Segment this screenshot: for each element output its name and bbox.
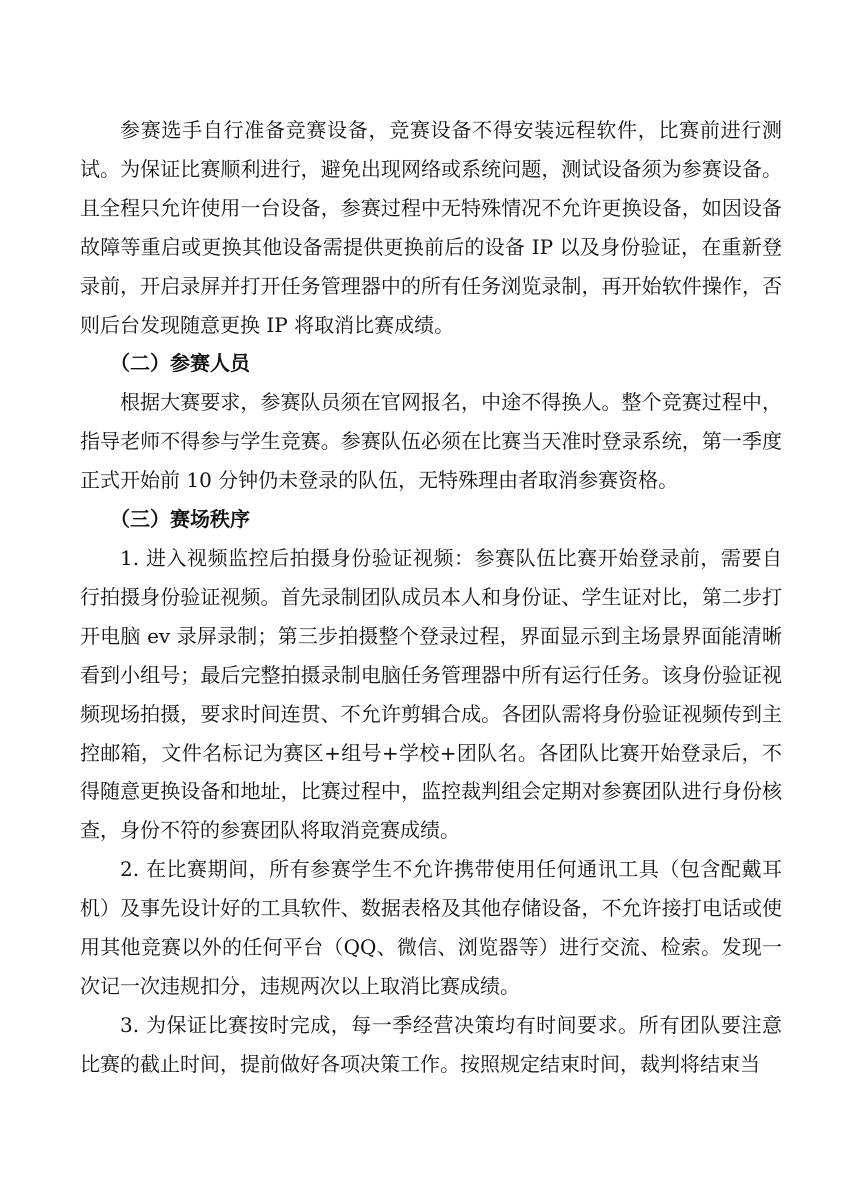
section-heading-participants: （二）参赛人员 [110,351,250,376]
document-page [80,111,782,1084]
paragraph-equipment: 参赛选手自行准备竞赛设备，竞赛设备不得安装远程软件，比赛前进行测试。为保证比赛顺利进行，避免出现网络或系统问题，测试设备须为参赛设备。且全程只允许使用一台设备，参赛过程中无特殊情况不允许更换设备，如因设备故障等重启或更换其他设备需提供更换前后的设备 IP 以及身份验证，在重新登录前，开启录屏并打开任务管理器中的所有任务浏览录制，再开始软件操作，否则后台发现随意更换 IP 将取消比赛成绩。 [80,118,782,337]
paragraph-rule-1: 1. 进入视频监控后拍摄身份验证视频：参赛队伍比赛开始登录前，需要自行拍摄身份验证视频。首先录制团队成员本人和身份证、学生证对比，第二步打开电脑 ev 录屏录制；第三步拍摄整个登录过程，界面显示到主场景界面能清晰看到小组号；最后完整拍摄录制电脑任务管理器中所有运行任务。该身份验证视频现场拍摄，要求时间连贯、不允许剪辑合成。各团队需将身份验证视频传到主控邮箱，文件名标记为赛区+组号+学校+团队名。各团队比赛开始登录后，不得随意更换设备和地址，比赛过程中，监控裁判组会定期对参赛团队进行身份核查，身份不符的参赛团队将取消竞赛成绩。 [80,545,782,843]
paragraph-rule-3: 3. 为保证比赛按时完成，每一季经营决策均有时间要求。所有团队要注意比赛的截止时间，提前做好各项决策工作。按照规定结束时间，裁判将结束当 [80,1012,782,1076]
paragraph-participants: 根据大赛要求，参赛队员须在官网报名，中途不得换人。整个竞赛过程中，指导老师不得参与学生竞赛。参赛队伍必须在比赛当天准时登录系统，第一季度正式开始前 10 分钟仍未登录的队伍，无特殊理由者取消参赛资格。 [80,390,782,493]
section-heading-order: （三）赛场秩序 [110,507,250,532]
paragraph-rule-2: 2. 在比赛期间，所有参赛学生不允许携带使用任何通讯工具（包含配戴耳机）及事先设计好的工具软件、数据表格及其他存储设备，不允许接打电话或使用其他竞赛以外的任何平台（QQ、微信、浏览器等）进行交流、检索。发现一次记一次违规扣分，违规两次以上取消比赛成绩。 [80,857,782,998]
